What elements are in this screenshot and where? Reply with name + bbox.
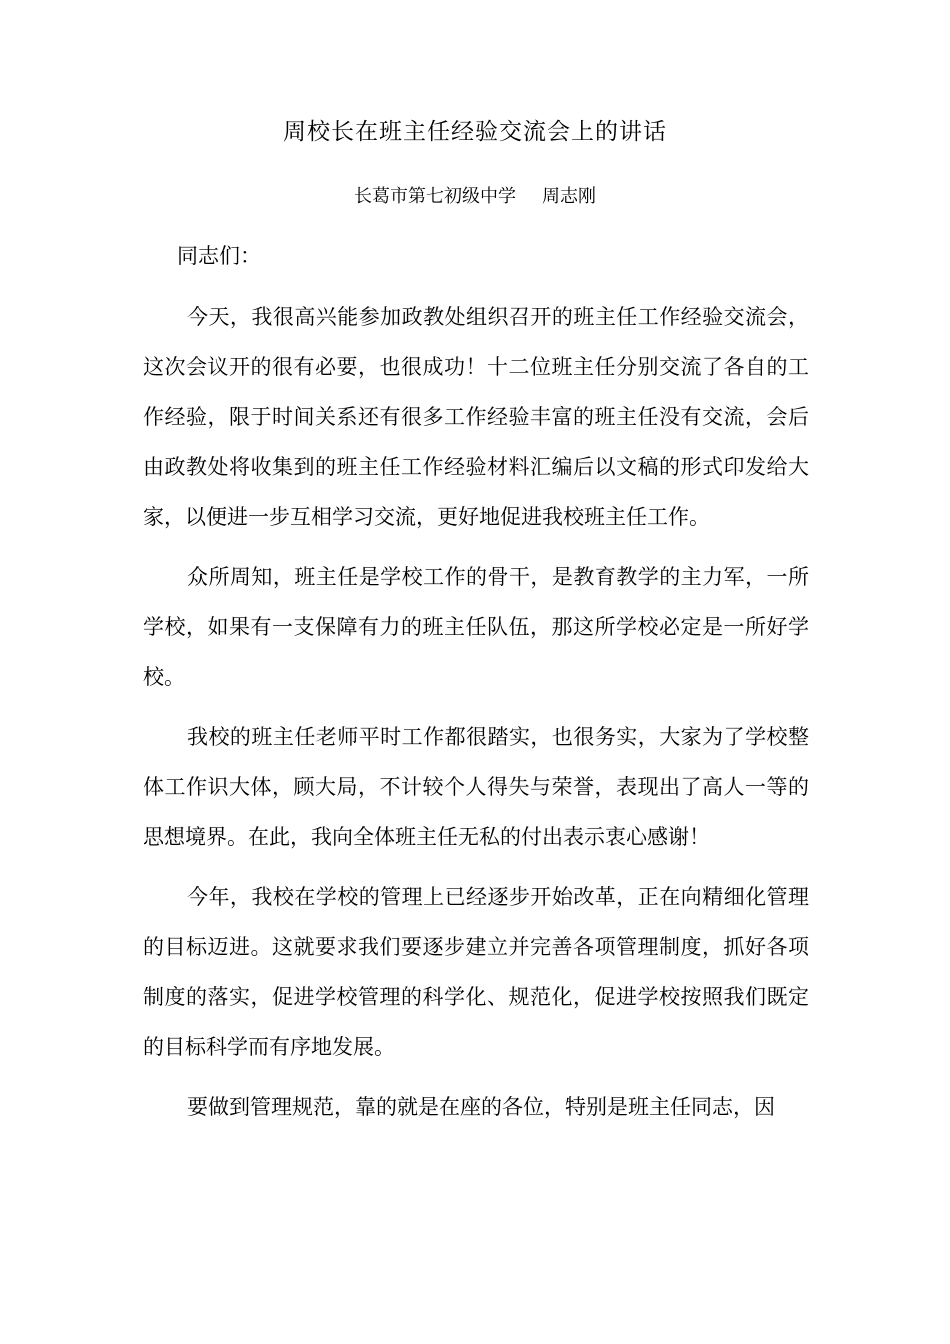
paragraph: 我校的班主任老师平时工作都很踏实，也很务实，大家为了学校整体工作识大体，顾大局，不计较个人得失与荣誉，表现出了高人一等的思想境界。在此，我向全体班主任无私的付出表示衷心感谢！ xyxy=(143,725,809,849)
byline xyxy=(0,180,950,214)
salutation: 同志们： xyxy=(177,244,261,268)
paragraph: 今天，我很高兴能参加政教处组织召开的班主任工作经验交流会，这次会议开的很有必要，也很成功！十二位班主任分别交流了各自的工作经验，限于时间关系还有很多工作经验丰富的班主任没有交流，会后由政教处将收集到的班主任工作经验材料汇编后以文稿的形式印发给大家，以便进一步互相学习交流，更好地促进我校班主任工作。 xyxy=(143,305,809,529)
paragraph: 众所周知，班主任是学校工作的骨干，是教育教学的主力军，一所学校，如果有一支保障有力的班主任队伍，那这所学校必定是一所好学校。 xyxy=(143,565,809,689)
paragraph: 今年，我校在学校的管理上已经逐步开始改革，正在向精细化管理的目标迈进。这就要求我们要逐步建立并完善各项管理制度，抓好各项制度的落实，促进学校管理的科学化、规范化，促进学校按照我们既定的目标科学而有序地发展。 xyxy=(143,885,809,1059)
speech-body xyxy=(143,292,809,1142)
document-title: 周校长在班主任经验交流会上的讲话 xyxy=(283,119,667,145)
author-name: 周志刚 xyxy=(542,186,596,207)
author-organization: 长葛市第七初级中学 xyxy=(354,186,516,207)
paragraph: 要做到管理规范，靠的就是在座的各位，特别是班主任同志，因 xyxy=(187,1095,775,1119)
